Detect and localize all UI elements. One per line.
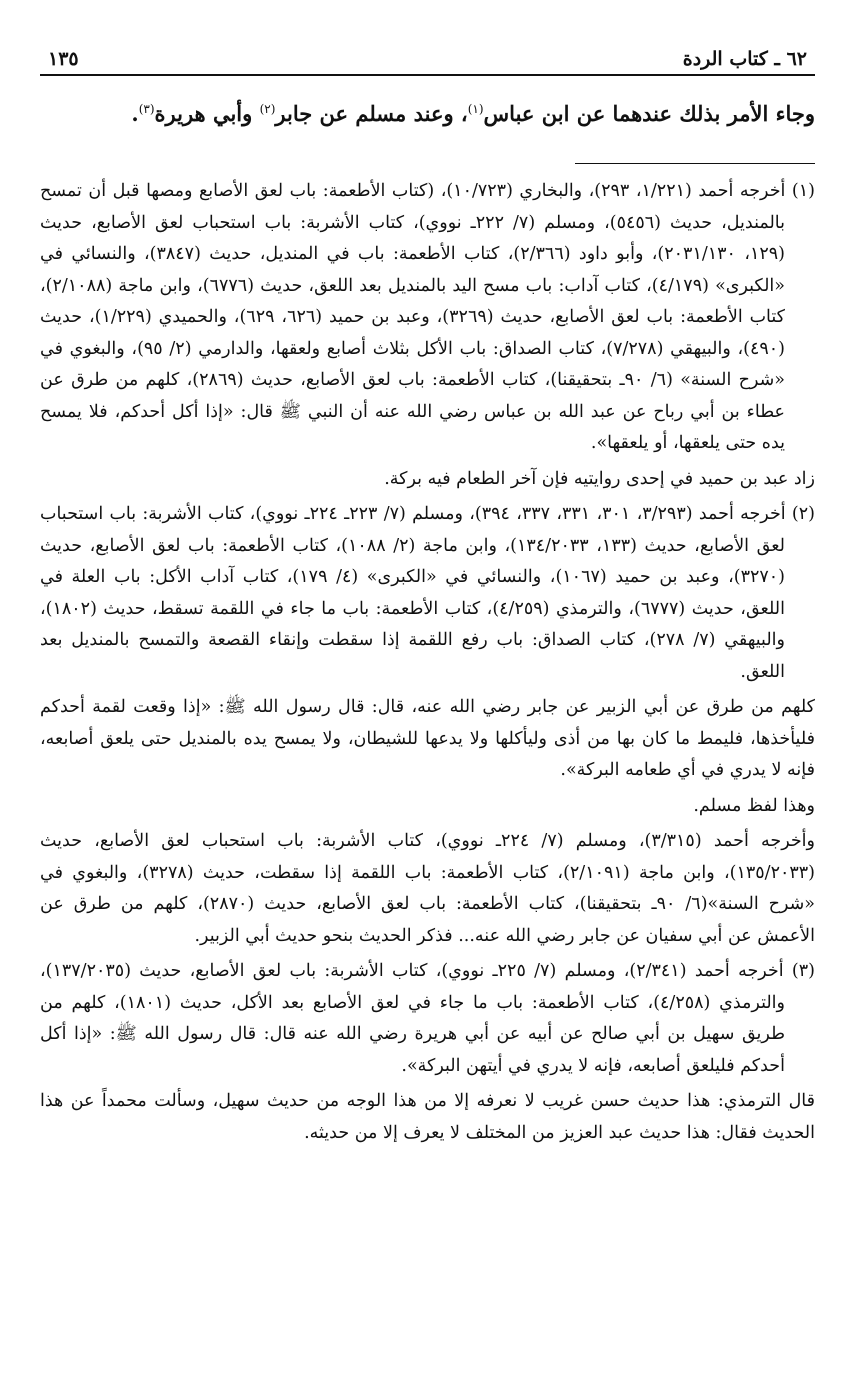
footnote-1 — [40, 176, 815, 495]
footnote-number: (٣) — [791, 961, 815, 981]
footnote-divider — [575, 163, 815, 164]
footnote-paragraph — [40, 176, 815, 460]
footnote-ref-2: (٢) — [259, 102, 276, 116]
running-header — [40, 48, 815, 76]
book-page — [40, 48, 815, 1368]
footnote-paragraph — [40, 956, 815, 1082]
footnotes — [40, 176, 815, 1149]
footnote-text: قال الترمذي: هذا حديث حسن غريب لا نعرفه إلا من هذا الوجه من حديث سهيل، وسألت محمداً عن هذا الحديث فقال: هذا حديث عبد العزيز من المختلف لا يعرف إلا من حديثه. — [40, 1091, 815, 1143]
chapter-title: ٦٢ ـ كتاب الردة — [682, 48, 807, 70]
main-text — [40, 92, 815, 131]
footnote-text: كلهم من طرق عن أبي الزبير عن جابر رضي الله عنه، قال: قال رسول الله ﷺ: «إذا وقعت لقمة أحدكم فليأخذها، فليمط ما كان بها من أذى وليأكلها ولا يدعها للشيطان، ولا يمسح يده بالمنديل حتى يلعق أصابعه، فإنه لا يدري في أي طعامه البركة». — [40, 697, 815, 780]
footnote-paragraph — [40, 499, 815, 688]
footnote-3 — [40, 956, 815, 1149]
footnote-text: وأخرجه أحمد (٣/٣١٥)، ومسلم (٧/ ٢٢٤ـ نووي)، كتاب الأشربة: باب استحباب لعق الأصابع، حديث (١٣٥/٢٠٣٣)، وابن ماجة (٢/١٠٩١)، كتاب الأطعمة: باب اللقمة إذا سقطت، حديث (٣٢٧٨)، والبغوي في «شرح السنة»(٦/ ٩٠ـ بتحقيقنا)، كتاب الأطعمة: باب لعق الأصابع، حديث (٢٨٧٠)، كلهم من طرق عن الأعمش عن أبي سفيان عن جابر رضي الله عنه... فذكر الحديث بنحو حديث أبي الزبير. — [40, 831, 815, 946]
footnote-text: وهذا لفظ مسلم. — [693, 795, 815, 816]
main-text-part: . — [131, 101, 139, 126]
footnote-paragraph — [40, 826, 815, 952]
footnote-text: أخرجه أحمد (١/٢٢١، ٢٩٣)، والبخاري (١٠/٧٢٣)، (كتاب الأطعمة: باب لعق الأصابع ومصها قبل أن تمسح بالمنديل، حديث (٥٤٥٦)، ومسلم (٧/ ٢٢٢ـ نووي)، كتاب الأشربة: باب استحباب لعق الأصابع، حديث (١٢٩، ٢٠٣١/١٣٠)، وأبو داود (٢/٣٦٦)، كتاب الأطعمة: باب في المنديل، حديث (٣٨٤٧)، والنسائي في «الكبرى» (٤/١٧٩)، كتاب آداب: باب مسح اليد بالمنديل بعد اللعق، حديث (٦٧٧٦)، وابن ماجة (٢/١٠٨٨)، كتاب الأطعمة: باب لعق الأصابع، حديث (٣٢٦٩)، وعبد بن حميد (٦٢٦، ٦٢٩)، والحميدي (١/٢٢٩)، حديث (٤٩٠)، والبيهقي (٧/٢٧٨)، كتاب الصداق: باب الأكل بثلاث أصابع ولعقها، والدارمي (٢/ ٩٥)، والبغوي في «شرح السنة» (٦/ ٩٠ـ بتحقيقنا)، كتاب الأطعمة: باب لعق الأصابع، حديث (٢٨٦٩)، كلهم من طرق عن عطاء بن أبي رباح عن عبد الله بن عباس رضي الله عنه أن النبي ﷺ قال: «إذا أكل أحدكم، فلا يمسح يده حتى يلعقها، أو يلعقها». — [40, 181, 786, 453]
footnote-ref-1: (١) — [467, 102, 484, 116]
footnote-text: زاد عبد بن حميد في إحدى روايتيه فإن آخر الطعام فيه بركة. — [384, 468, 815, 489]
footnote-number: (٢) — [791, 504, 815, 524]
footnote-number: (١) — [791, 181, 815, 201]
footnote-ref-3: (٣) — [138, 102, 155, 116]
page-number: ١٣٥ — [48, 48, 79, 70]
footnote-paragraph — [40, 791, 815, 823]
footnote-paragraph — [40, 464, 815, 496]
main-text-part: وجاء الأمر بذلك عندهما عن ابن عباس — [483, 101, 815, 126]
main-text-part: ، وعند مسلم عن جابر — [275, 101, 468, 126]
footnote-paragraph — [40, 1086, 815, 1149]
footnote-text: أخرجه أحمد (٢/٣٤١)، ومسلم (٧/ ٢٢٥ـ نووي)، كتاب الأشربة: باب لعق الأصابع، حديث (١٣٧/٢٠٣٥)، والترمذي (٤/٢٥٨)، كتاب الأطعمة: باب ما جاء في لعق الأصابع بعد الأكل، حديث (١٨٠١)، كلهم من طريق سهيل بن أبي صالح عن أبيه عن أبي هريرة رضي الله عنه قال: قال رسول الله ﷺ: «إذا أكل أحدكم فليلعق أصابعه، فإنه لا يدري في أيتهن البركة». — [40, 961, 785, 1076]
footnote-text: أخرجه أحمد (٣/٢٩٣، ٣٠١، ٣٣١، ٣٣٧، ٣٩٤)، ومسلم (٧/ ٢٢٣ـ ٢٢٤ـ نووي)، كتاب الأشربة: باب استحباب لعق الأصابع، حديث (١٣٣، ١٣٤/٢٠٣٣)، وابن ماجة (٢/ ١٠٨٨)، كتاب الأطعمة: باب لعق الأصابع، حديث (٣٢٧٠)، وعبد بن حميد (١٠٦٧)، والنسائي في «الكبرى» (٤/ ١٧٩)، كتاب آداب الأكل: باب العلة في اللعق، حديث (٦٧٧٧)، والترمذي (٤/٢٥٩)، كتاب الأطعمة: باب ما جاء في اللقمة تسقط، حديث (١٨٠٢)، والبيهقي (٧/ ٢٧٨)، كتاب الصداق: باب رفع اللقمة إذا سقطت وإنقاء القصعة والتمسح بالمنديل بعد اللعق. — [40, 504, 786, 682]
footnote-2 — [40, 499, 815, 952]
footnote-paragraph — [40, 692, 815, 787]
main-text-part: وأبي هريرة — [154, 101, 260, 126]
